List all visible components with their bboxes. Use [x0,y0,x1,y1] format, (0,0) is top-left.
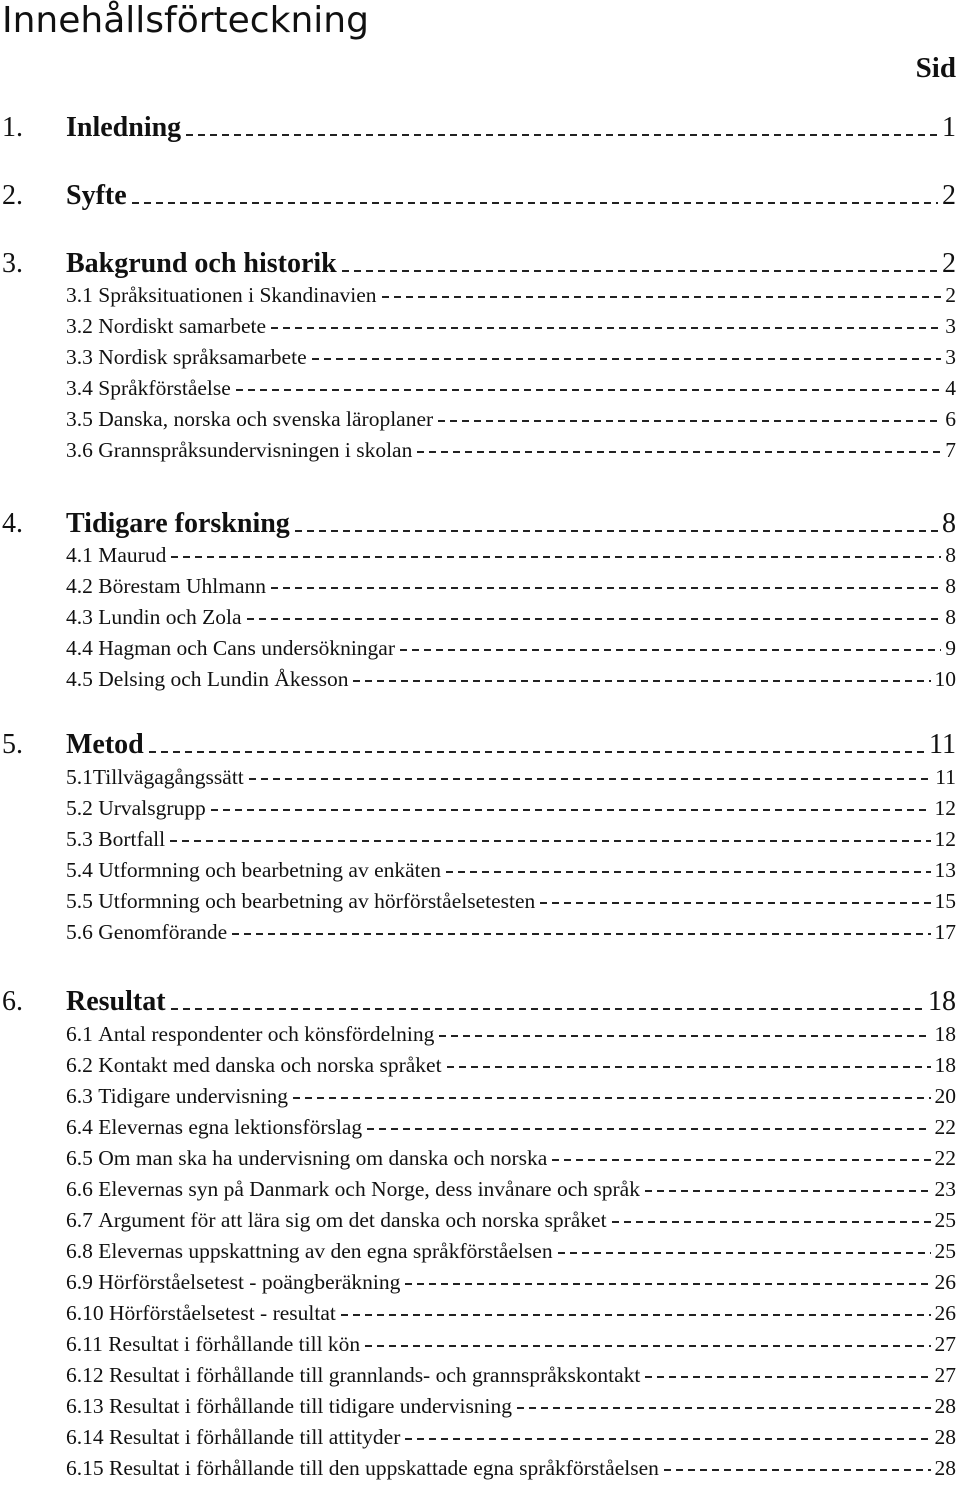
toc-entry-label: Delsing och Lundin Åkesson [98,667,349,691]
toc-entry-label: Utformning och bearbetning av hörförståelsetesten [98,889,536,913]
toc-entry-number: 6.15 [66,1456,109,1480]
toc-entry-number: 5.4 [66,858,99,882]
dot-leader [247,618,942,620]
toc-entry[interactable] [0,1239,960,1267]
toc-entry-page-number: 27 [934,1363,956,1387]
toc-entry-page-number: 11 [929,729,956,760]
toc-entry[interactable] [0,438,960,466]
toc-entry-page-number: 3 [945,314,956,338]
toc-entry-label: Inledning [66,112,182,143]
toc-entry-label: Resultat i förhållande till tidigare undervisning [109,1394,513,1418]
toc-entry-label: Om man ska ha undervisning om danska och norska [98,1146,548,1170]
dot-leader [342,270,938,272]
toc-entry-number: 1. [2,112,23,143]
toc-entry-number: 3.1 [66,283,99,307]
dot-leader [400,649,941,651]
toc-entry[interactable] [0,765,960,793]
toc-entry-page-number: 17 [934,920,956,944]
toc-entry-label: Hörförståelsetest - poängberäkning [98,1270,401,1294]
toc-entry[interactable] [0,1146,960,1174]
toc-entry-number: 4.4 [66,636,99,660]
toc-entry-label: Nordiskt samarbete [98,314,267,338]
toc-entry[interactable] [0,112,960,148]
toc-entry-number: 3.3 [66,345,99,369]
toc-entry[interactable] [0,1394,960,1422]
dot-leader [417,451,941,453]
toc-entry-page-number: 3 [945,345,956,369]
toc-entry-label: Resultat [66,986,166,1017]
toc-entry-page-number: 4 [945,376,956,400]
toc-entry-number: 5.3 [66,827,99,851]
dot-leader [295,530,938,532]
toc-entry-label: Resultat i förhållande till attityder [109,1425,401,1449]
toc-entry[interactable] [0,314,960,342]
toc-entry[interactable] [0,376,960,404]
dot-leader [271,587,941,589]
dot-leader [382,296,942,298]
page-column-header: Sid [915,52,956,84]
toc-entry-label: Språkförståelse [98,376,231,400]
toc-entry-number: 5.5 [66,889,99,913]
toc-entry-page-number: 15 [934,889,956,913]
toc-entry-number: 4.2 [66,574,99,598]
toc-entry-page-number: 2 [942,180,956,211]
toc-entry[interactable] [0,248,960,284]
toc-entry-label: Börestam Uhlmann [98,574,267,598]
toc-entry-label: Danska, norska och svenska läroplaner [98,407,434,431]
toc-entry-page-number: 28 [934,1394,956,1418]
toc-entry-number: 6.4 [66,1115,99,1139]
toc-entry-page-number: 2 [945,283,956,307]
toc-entry-label: Grannspråksundervisningen i skolan [98,438,413,462]
toc-entry-label: Elevernas syn på Danmark och Norge, dess invånare och språk [98,1177,640,1201]
toc-entry-number: 6.7 [66,1208,99,1232]
dot-leader [271,327,941,329]
toc-entry-number: 5.6 [66,920,99,944]
dot-leader [645,1190,931,1192]
dot-leader [439,1035,930,1037]
toc-entry-page-number: 1 [942,112,956,143]
toc-entry-label: Bakgrund och historik [66,248,337,279]
dot-leader [186,134,938,136]
toc-entry[interactable] [0,605,960,633]
toc-entry-number: 6.6 [66,1177,99,1201]
toc-entry-number: 3. [2,248,23,279]
toc-entry-number: 5.2 [66,796,99,820]
toc-entry-label: Elevernas egna lektionsförslag [98,1115,363,1139]
dot-leader [171,1008,924,1010]
toc-entry-label: Kontakt med danska och norska språket [98,1053,442,1077]
toc-entry-label: Lundin och Zola [98,605,242,629]
toc-entry-number: 6.3 [66,1084,99,1108]
toc-entry-label: Resultat i förhållande till kön [108,1332,361,1356]
toc-entry-number: 3.5 [66,407,99,431]
toc-entry[interactable] [0,1177,960,1205]
toc-entry[interactable] [0,283,960,311]
toc-entry-page-number: 8 [942,508,956,539]
toc-entry-number: 6.14 [66,1425,109,1449]
toc-entry[interactable] [0,1456,960,1484]
toc-entry-label: Maurud [98,543,167,567]
toc-entry-number: 6.9 [66,1270,99,1294]
toc-entry[interactable] [0,1208,960,1236]
toc-entry-label: Urvalsgrupp [98,796,206,820]
toc-entry-label: Argument för att lära sig om det danska och norska språket [98,1208,607,1232]
toc-entry-page-number: 27 [934,1332,956,1356]
toc-entry-number: 6.8 [66,1239,99,1263]
toc-entry-page-number: 28 [934,1425,956,1449]
toc-entry-label: Bortfall [98,827,166,851]
toc-entry-page-number: 23 [934,1177,956,1201]
dot-leader [367,1128,930,1130]
toc-entry-page-number: 28 [934,1456,956,1480]
toc-entry-page-number: 11 [935,765,956,789]
toc-entry[interactable] [0,1053,960,1081]
toc-entry-label: Tillvägagångssätt [92,765,244,789]
toc-entry-page-number: 12 [934,827,956,851]
toc-entry-label: Språksituationen i Skandinavien [98,283,377,307]
dot-leader [170,840,930,842]
toc-entry-page-number: 26 [934,1301,956,1325]
toc-entry-page-number: 22 [934,1146,956,1170]
toc-entry-label: Genomförande [98,920,228,944]
toc-entry-number: 6.5 [66,1146,99,1170]
toc-entry-label: Antal respondenter och könsfördelning [98,1022,435,1046]
dot-leader [211,809,931,811]
dot-leader [405,1438,930,1440]
toc-entry-page-number: 7 [945,438,956,462]
toc-entry[interactable] [0,636,960,664]
toc-entry-number: 6.13 [66,1394,109,1418]
page-title: Innehållsförteckning [2,0,369,41]
dot-leader [446,871,931,873]
toc-entry-page-number: 2 [942,248,956,279]
toc-entry-number: 6.2 [66,1053,99,1077]
toc-entry[interactable] [0,858,960,886]
toc-entry-label: Utformning och bearbetning av enkäten [98,858,441,882]
toc-entry[interactable] [0,1363,960,1391]
dot-leader [149,751,925,753]
toc-entry-number: 3.6 [66,438,99,462]
toc-entry-number: 5. [2,729,23,760]
toc-entry-page-number: 8 [945,574,956,598]
toc-entry[interactable] [0,180,960,216]
toc-entry-label: Metod [66,729,144,760]
toc-entry-number: 4. [2,508,23,539]
toc-entry[interactable] [0,986,960,1022]
toc-entry-page-number: 22 [934,1115,956,1139]
toc-entry-label: Syfte [66,180,127,211]
toc-entry-page-number: 8 [945,605,956,629]
dot-leader [405,1283,930,1285]
dot-leader [664,1469,931,1471]
toc-entry[interactable] [0,667,960,695]
dot-leader [552,1159,930,1161]
toc-entry[interactable] [0,508,960,544]
toc-entry-page-number: 25 [934,1239,956,1263]
dot-leader [447,1066,931,1068]
toc-entry-page-number: 10 [934,667,956,691]
toc-entry-page-number: 6 [945,407,956,431]
toc-entry-page-number: 25 [934,1208,956,1232]
toc-entry[interactable] [0,889,960,917]
dot-leader [171,556,941,558]
dot-leader [293,1097,931,1099]
dot-leader [232,933,930,935]
toc-entry[interactable] [0,827,960,855]
toc-entry[interactable] [0,1022,960,1050]
dot-leader [341,1314,931,1316]
toc-entry[interactable] [0,407,960,435]
toc-entry[interactable] [0,1301,960,1329]
toc-entry[interactable] [0,920,960,948]
toc-entry[interactable] [0,1115,960,1143]
toc-entry[interactable] [0,1270,960,1298]
toc-entry[interactable] [0,1332,960,1360]
dot-leader [353,680,930,682]
toc-entry-number: 4.1 [66,543,99,567]
toc-entry[interactable] [0,729,960,765]
toc-entry[interactable] [0,574,960,602]
toc-entry-number: 3.4 [66,376,99,400]
dot-leader [438,420,941,422]
toc-entry-page-number: 8 [945,543,956,567]
toc-entry-label: Resultat i förhållande till den uppskattade egna språkförståelsen [109,1456,659,1480]
toc-entry[interactable] [0,345,960,373]
dot-leader [365,1345,930,1347]
toc-entry-number: 2. [2,180,23,211]
toc-entry-number: 4.3 [66,605,99,629]
dot-leader [236,389,941,391]
dot-leader [132,202,938,204]
dot-leader [558,1252,931,1254]
toc-entry-label: Hörförståelsetest - resultat [109,1301,336,1325]
toc-entry[interactable] [0,1084,960,1112]
toc-entry-number: 6.1 [66,1022,99,1046]
toc-entry-number: 6.11 [66,1332,109,1356]
toc-entry-number: 6.10 [66,1301,109,1325]
toc-entry-number: 6.12 [66,1363,109,1387]
toc-entry-number: 4.5 [66,667,99,691]
toc-entry-label: Tidigare undervisning [98,1084,288,1108]
toc-entry-page-number: 26 [934,1270,956,1294]
toc-entry-page-number: 18 [928,986,956,1017]
toc-entry[interactable] [0,1425,960,1453]
toc-entry-page-number: 18 [934,1053,956,1077]
toc-entry-label: Elevernas uppskattning av den egna språkförståelsen [98,1239,553,1263]
toc-entry-page-number: 12 [934,796,956,820]
toc-entry[interactable] [0,543,960,571]
toc-entry-page-number: 20 [934,1084,956,1108]
dot-leader [612,1221,931,1223]
toc-entry-label: Tidigare forskning [66,508,290,539]
toc-entry-number: 6. [2,986,23,1017]
toc-entry-page-number: 13 [934,858,956,882]
toc-entry[interactable] [0,796,960,824]
toc-entry-number: 5.1 [66,765,93,789]
dot-leader [517,1407,930,1409]
toc-entry-number: 3.2 [66,314,99,338]
toc-entry-label: Hagman och Cans undersökningar [98,636,395,660]
toc-entry-page-number: 9 [945,636,956,660]
toc-entry-page-number: 18 [934,1022,956,1046]
dot-leader [312,358,942,360]
dot-leader [249,778,932,780]
toc-entry-label: Resultat i förhållande till grannlands- och grannspråkskontakt [109,1363,641,1387]
toc-entry-label: Nordisk språksamarbete [98,345,307,369]
dot-leader [540,902,930,904]
dot-leader [645,1376,930,1378]
